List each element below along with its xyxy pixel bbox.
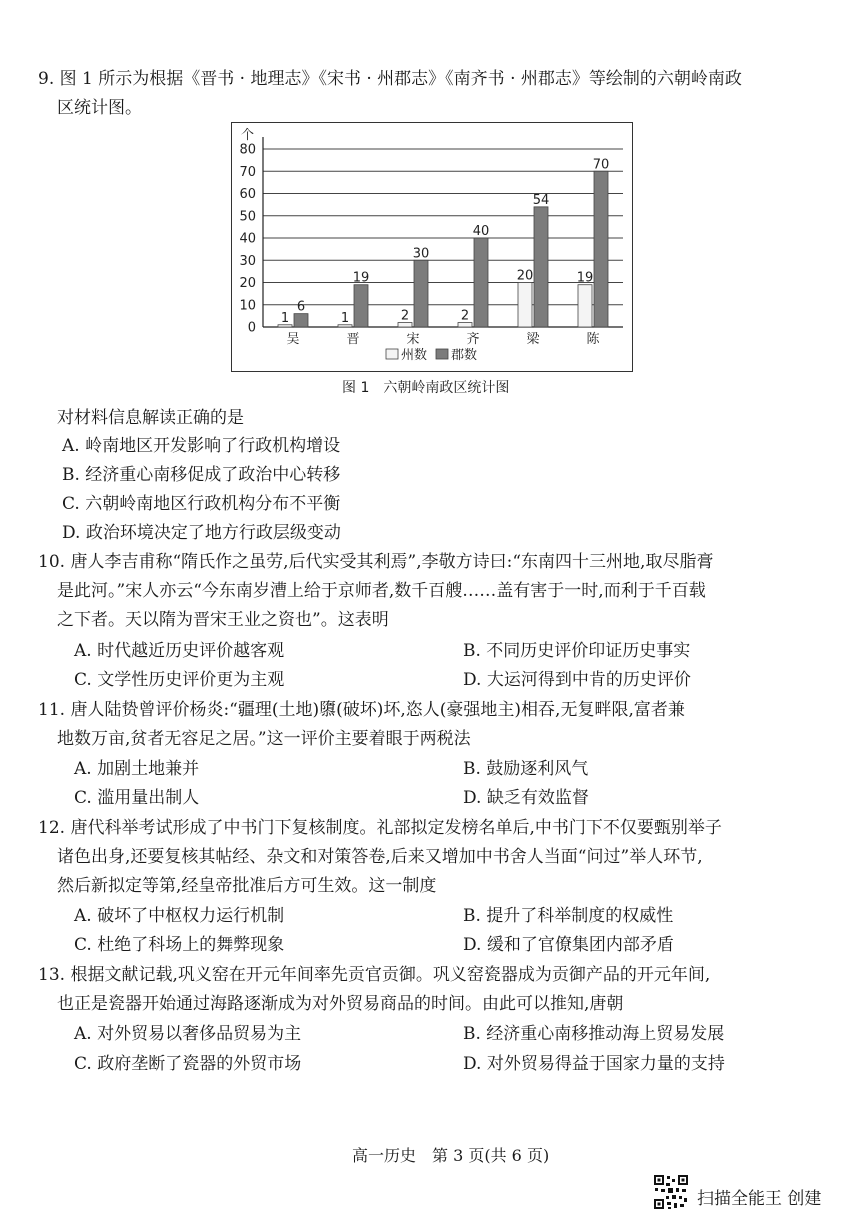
x-tick-label: 陈 (586, 332, 600, 347)
q9-option-c: C. 六朝岭南地区行政机构分布不平衡 (62, 494, 341, 514)
bar-郡数 (474, 238, 488, 327)
x-tick-label: 晋 (346, 332, 360, 347)
q10-line2: 是此河。”宋人亦云“今东南岁漕上给于京师者,数千百艘……盖有害于一时,而利于千百载 (57, 581, 706, 601)
q12-option-c: C. 杜绝了科场上的舞弊现象 (74, 935, 285, 955)
legend-label: 郡数 (451, 348, 478, 363)
q10-option-a: A. 时代越近历史评价越客观 (74, 641, 285, 661)
q12-option-d: D. 缓和了官僚集团内部矛盾 (463, 935, 674, 955)
y-tick-label: 40 (239, 231, 256, 247)
q9-option-b: B. 经济重心南移促成了政治中心转移 (62, 465, 341, 485)
y-tick-label: 80 (239, 142, 256, 158)
q10-option-c: C. 文学性历史评价更为主观 (74, 670, 285, 690)
q9-option-d: D. 政治环境决定了地方行政层级变动 (62, 523, 341, 543)
q10-line1: 10. 唐人李吉甫称“隋氏作之虽劳,后代实受其利焉”,李敬方诗曰:“东南四十三州地,取尽脂膏 (38, 552, 714, 572)
q11-option-b: B. 鼓励逐利风气 (463, 759, 589, 779)
bar-州数 (518, 283, 532, 328)
x-tick-label: 吴 (286, 332, 300, 347)
bar-value-label: 1 (280, 310, 290, 326)
x-tick-label: 齐 (466, 332, 480, 347)
bar-value-label: 30 (412, 246, 430, 262)
q12-option-b: B. 提升了科举制度的权威性 (463, 906, 674, 926)
q12-line1: 12. 唐代科举考试形成了中书门下复核制度。礼部拟定发榜名单后,中书门下不仅要甄别举子 (38, 818, 722, 838)
q11-option-c: C. 滥用量出制人 (74, 788, 200, 808)
bar-value-label: 70 (592, 157, 610, 173)
q11-line2: 地数万亩,贫者无容足之居。”这一评价主要着眼于两税法 (57, 729, 471, 749)
bar-郡数 (594, 171, 608, 327)
bar-chart (231, 122, 633, 372)
bar-value-label: 6 (296, 299, 306, 315)
q10-option-b: B. 不同历史评价印证历史事实 (463, 641, 691, 661)
y-tick-label: 60 (239, 187, 256, 202)
q13-option-c: C. 政府垄断了瓷器的外贸市场 (74, 1054, 302, 1074)
y-tick-label: 30 (239, 253, 256, 269)
chart-caption: 图 1 六朝岭南政区统计图 (342, 380, 510, 396)
y-tick-label: 10 (239, 298, 256, 314)
q9-stem-line1: 9. 图 1 所示为根据《晋书 · 地理志》《宋书 · 州郡志》《南齐书 · 州郡志》等绘制的六朝岭南政 (38, 69, 742, 89)
bar-州数 (578, 285, 592, 327)
q10-line3: 之下者。天以隋为晋宋王业之资也”。这表明 (57, 610, 389, 630)
qr-code-icon (653, 1174, 689, 1210)
bar-value-label: 19 (576, 270, 594, 286)
page-footer: 高一历史 第 3 页(共 6 页) (352, 1146, 550, 1165)
q10-option-d: D. 大运河得到中肯的历史评价 (463, 670, 691, 690)
bar-郡数 (354, 285, 368, 327)
bar-郡数 (414, 260, 428, 327)
bar-value-label: 54 (532, 192, 550, 208)
q11-line1: 11. 唐人陆贽曾评价杨炎:“疆理(土地)隳(破坏)坏,恣人(豪强地主)相吞,无复畔限,富者兼 (38, 700, 685, 720)
q11-option-a: A. 加剧土地兼并 (74, 759, 200, 779)
y-tick-label: 50 (239, 209, 256, 225)
q9-question: 对材料信息解读正确的是 (57, 408, 244, 428)
legend-swatch (436, 349, 448, 359)
scanner-watermark (653, 1174, 853, 1214)
q9-option-a: A. 岭南地区开发影响了行政机构增设 (62, 436, 341, 456)
q12-option-a: A. 破坏了中枢权力运行机制 (74, 906, 285, 926)
scanner-text: 扫描全能王 创建 (697, 1189, 822, 1209)
y-axis-unit-label: 个 (241, 128, 255, 143)
q13-line2: 也正是瓷器开始通过海路逐渐成为对外贸易商品的时间。由此可以推知,唐朝 (57, 994, 624, 1014)
q9-stem-line2: 区统计图。 (57, 98, 142, 118)
y-tick-label: 20 (239, 276, 256, 291)
bar-value-label: 40 (472, 224, 490, 239)
q13-option-b: B. 经济重心南移推动海上贸易发展 (463, 1024, 725, 1044)
q12-line2: 诸色出身,还要复核其帖经、杂文和对策答卷,后来又增加中书舍人当面“问过”举人环节, (57, 847, 703, 867)
x-tick-label: 宋 (406, 332, 420, 347)
y-tick-label: 70 (239, 164, 256, 180)
y-tick-label: 0 (247, 320, 256, 336)
bar-郡数 (294, 314, 308, 327)
bar-value-label: 2 (460, 308, 470, 324)
bar-value-label: 20 (516, 268, 534, 284)
bar-郡数 (534, 207, 548, 327)
legend-swatch (386, 349, 398, 359)
x-tick-label: 梁 (526, 332, 540, 347)
q11-option-d: D. 缺乏有效监督 (463, 788, 589, 808)
bar-value-label: 2 (400, 308, 410, 324)
q12-line3: 然后新拟定等第,经皇帝批准后方可生效。这一制度 (57, 876, 437, 896)
legend-label: 州数 (401, 348, 428, 363)
q13-option-d: D. 对外贸易得益于国家力量的支持 (463, 1054, 725, 1074)
q13-line1: 13. 根据文献记载,巩义窑在开元年间率先贡官贡御。巩义窑瓷器成为贡御产品的开元年间, (38, 965, 711, 985)
q13-option-a: A. 对外贸易以奢侈品贸易为主 (74, 1024, 302, 1044)
bar-value-label: 19 (352, 270, 370, 286)
bar-value-label: 1 (340, 310, 350, 326)
